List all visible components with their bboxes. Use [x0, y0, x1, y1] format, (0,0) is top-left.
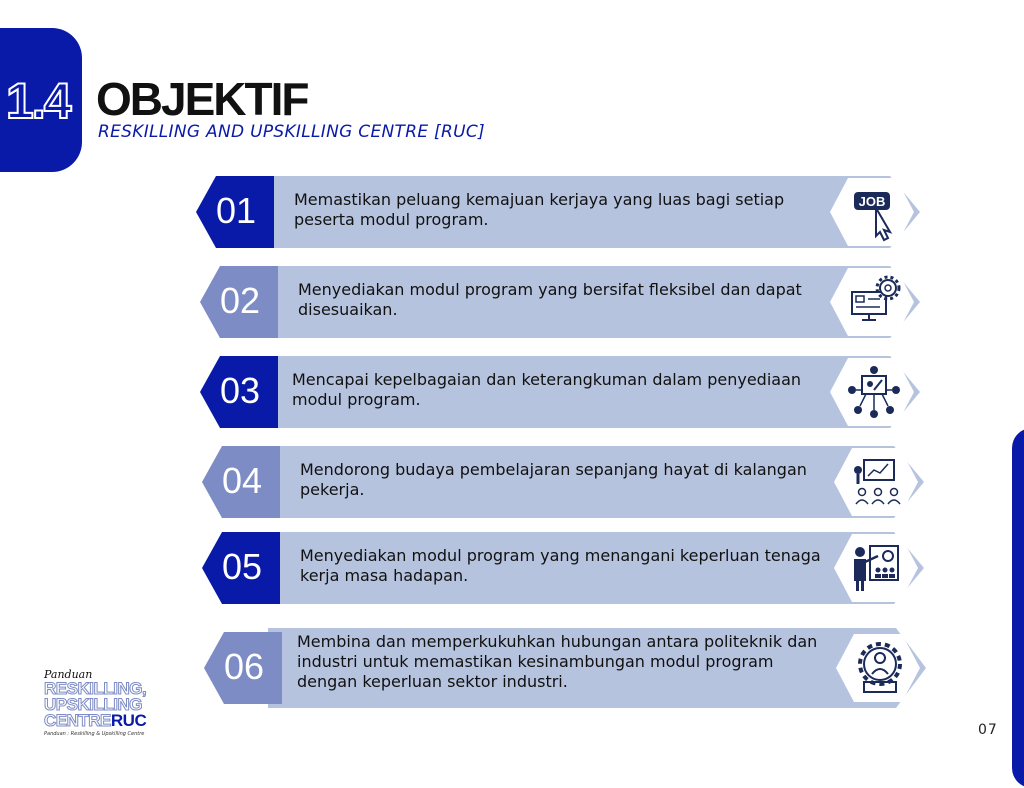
computer-gear-icon — [828, 264, 920, 340]
section-number: 1.4 — [6, 73, 70, 129]
objective-row — [196, 172, 920, 252]
side-tab-decoration — [1012, 428, 1024, 788]
objective-number: 04 — [221, 460, 263, 501]
page-subtitle: RESKILLING AND UPSKILLING CENTRE [RUC] — [98, 122, 485, 142]
objective-text: Membina dan memperkukuhkan hubungan antara politeknik dan industri untuk memastikan kesinambungan modul program dengan keperluan sektor industri. — [297, 632, 818, 691]
objective-row — [204, 624, 926, 712]
objective-text: Memastikan peluang kemajuan kerjaya yang luas bagi setiap peserta modul program. — [294, 190, 785, 229]
presenter-board-icon — [832, 530, 924, 606]
objective-row — [200, 262, 920, 342]
objective-text: Menyediakan modul program yang menangani keperluan tenaga kerja masa hadapan. — [300, 546, 821, 585]
logo-line: RESKILLING, — [44, 679, 147, 698]
logo — [44, 668, 150, 737]
logo-script: Panduan — [44, 668, 93, 681]
objective-text: Mencapai kepelbagaian dan keterangkuman dalam penyediaan modul program. — [292, 370, 802, 409]
objective-number: 01 — [215, 190, 257, 231]
objective-row — [202, 442, 924, 522]
logo-ruc: RUC — [110, 711, 147, 730]
network-people-icon — [828, 354, 920, 430]
page-number: 07 — [978, 722, 998, 738]
logo-centre: CENTRE — [44, 711, 111, 730]
objective-row — [202, 528, 924, 608]
svg-text:JOB: JOB — [858, 194, 886, 209]
objective-number: 05 — [221, 546, 263, 587]
gear-person-icon — [834, 630, 926, 706]
logo-line — [44, 713, 150, 729]
classroom-chart-icon — [832, 444, 924, 520]
objective-text: Mendorong budaya pembelajaran sepanjang hayat di kalangan pekerja. — [300, 460, 807, 499]
objective-number: 02 — [219, 280, 261, 321]
objective-row — [200, 352, 920, 432]
objective-number: 06 — [223, 646, 265, 687]
page-title: OBJEKTIF — [96, 73, 308, 125]
logo-line: UPSKILLING — [44, 695, 142, 714]
objective-number: 03 — [219, 370, 261, 411]
job-cursor-icon — [828, 174, 920, 250]
logo-caption: Panduan : Reskilling & Upskilling Centre — [44, 731, 145, 737]
objective-text: Menyediakan modul program yang bersifat fleksibel dan dapat disesuaikan. — [298, 280, 802, 319]
